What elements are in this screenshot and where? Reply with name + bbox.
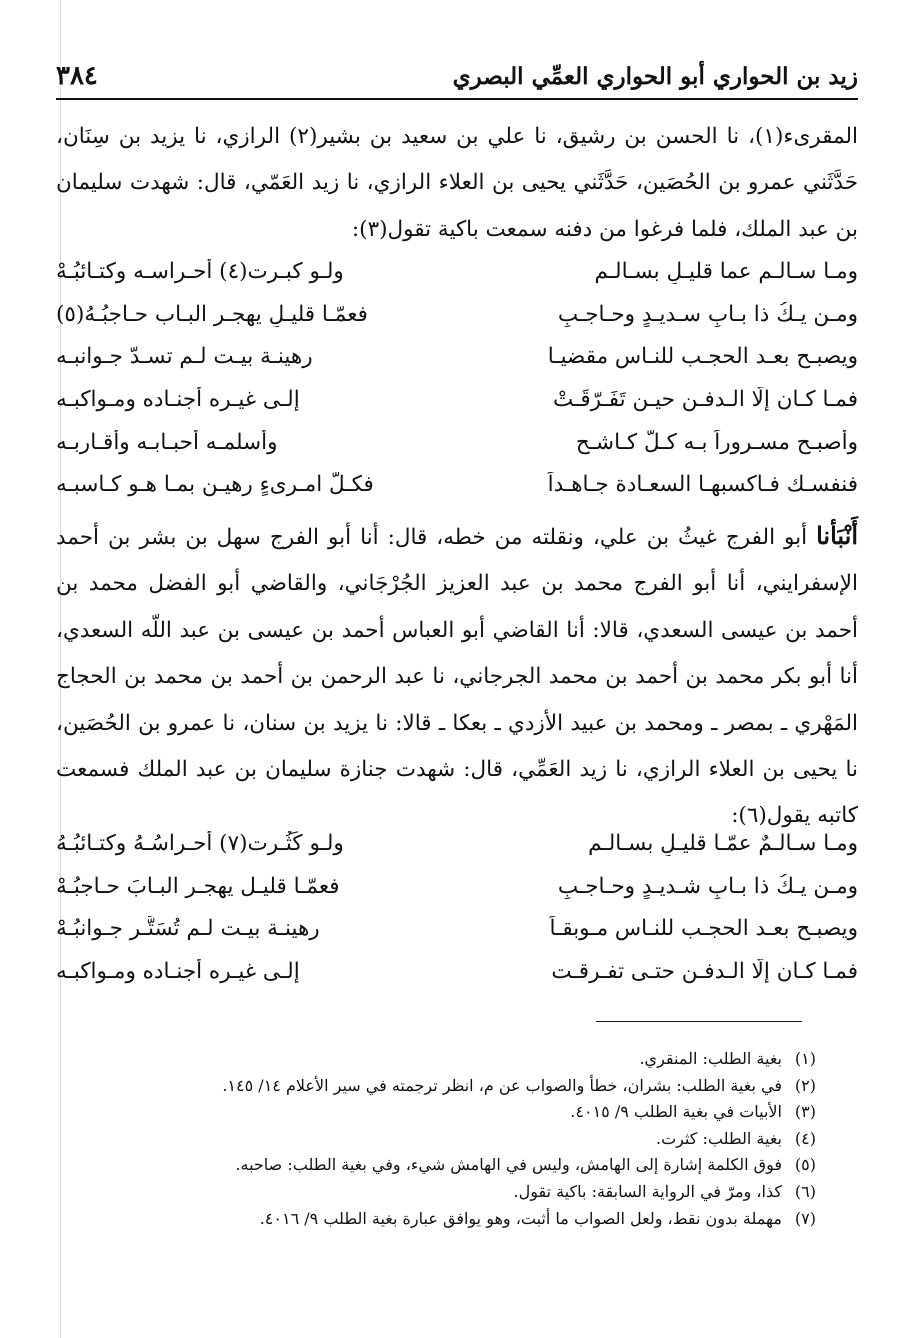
verse-first-hemistich: وأصبـح مسـروراً بـه كـلّ كـاشـحٍ	[575, 429, 858, 455]
footnote	[96, 1046, 816, 1073]
verse-line	[56, 822, 858, 865]
footnote-text: الأبيات في بغية الطلب ٩/ ٤٠١٥.	[570, 1102, 782, 1122]
footnote	[96, 1206, 816, 1233]
verse-second-hemistich: فعمّـا قليـلٍ يهجـر البـاب حـاجبُـهُ(٥)	[56, 301, 368, 327]
footnote-number: (٧)	[794, 1208, 816, 1228]
verse-first-hemistich: ومـا سـالـم عما قليـلٍ بسـالـمِ	[594, 258, 858, 284]
footnote	[96, 1073, 816, 1100]
verse-first-hemistich: ويصبـح بعـد الحجـب للنـاس مـوبقـاً	[549, 916, 858, 942]
footnote	[96, 1126, 816, 1153]
footnote-text: كذا، ومرّ في الرواية السابقة: باكية تقول.	[513, 1181, 782, 1201]
verse-first-hemistich: ومـن يـكُ ذا بـابٍ شـديـدٍ وحـاجـبٍ	[557, 873, 858, 899]
verse-line	[56, 865, 858, 908]
footnote	[96, 1099, 816, 1126]
verse-first-hemistich: فمـا كـان إلّا الـدفـن حتـى تفـرقـت	[551, 958, 858, 984]
verse-second-hemistich: إلـى غيـره أجنـاده ومـواكبـه	[56, 386, 300, 412]
footnote	[96, 1152, 816, 1179]
verse-second-hemistich: ولـو كبـرت(٤) أحـراسـه وكتـائبُـهْ	[56, 258, 344, 284]
footnote-separator	[596, 1021, 802, 1022]
verse-second-hemistich: فكـلّ امـرىءٍ رهيـن بمـا هـو كـاسبـه	[56, 472, 374, 498]
verse-first-hemistich: ومـن يـكُ ذا بـابٍ سـديـدٍ وحـاجـبٍ	[557, 301, 858, 327]
footnote-number: (١)	[794, 1049, 816, 1068]
verse-line	[56, 335, 858, 378]
poem-2	[56, 822, 858, 993]
footnote-number: (٢)	[794, 1075, 816, 1095]
footnote-text: بغية الطلب: المنقري.	[639, 1049, 782, 1068]
footnote-number: (٣)	[794, 1102, 816, 1122]
verse-line	[56, 293, 858, 336]
footnote-number: (٦)	[794, 1181, 816, 1201]
verse-line	[56, 378, 858, 421]
verse-line	[56, 250, 858, 293]
verse-first-hemistich: ومـا سـالـمٌ عمّـا قليـلٍ بسـالـمِ	[588, 830, 858, 856]
verse-line	[56, 907, 858, 950]
page-number: ٣٨٤	[56, 61, 98, 91]
verse-first-hemistich: فمـا كـان إلّا الـدفـن حيـن تَفَـرّقَـتْ	[552, 386, 858, 412]
footnote-text: بغية الطلب: كثرت.	[655, 1128, 782, 1148]
footnote-text: في بغية الطلب: بشران، خطأ والصواب عن م، انظر ترجمته في سير الأعلام ١٤/ ١٤٥.	[222, 1075, 782, 1095]
verse-line	[56, 463, 858, 506]
paragraph-text: أبو الفرج غيثُ بن علي، ونقلته من خطه، قال: أنا أبو الفرج سهل بن بشر بن أحمد الإسفرايني، أنا أبو الفرج محمد بن عبد العزيز الجُرْجَاني، والقاضي أبو الفضل محمد بن أحمد بن عيسى السعدي، قالا: أنا القاضي أبو العباس أحمد بن عيسى بن عبد اللّه السعدي، أنا أبو بكر محمد بن أحمد بن محمد الجرجاني، نا عبد الرحمن بن أحمد بن محمد بن الحجاج المَهْري ـ بمصر ـ ومحمد بن عبيد الأزدي ـ بعكا ـ قالا: نا يزيد بن سنان، نا عمرو بن الحُصَين، نا يحيى بن العلاء الرازي، نا زيد العَمِّي، قال: شهدت جنازة سليمان بن عبد الملك فسمعت كاتبه يقول(٦):	[56, 525, 858, 829]
footnote-text: فوق الكلمة إشارة إلى الهامش، وليس في الهامش شيء، وفي بغية الطلب: صاحبه.	[235, 1155, 782, 1175]
paragraph-lead-word: أَنْبَأنا	[816, 521, 858, 550]
verse-first-hemistich: ويصبـح بعـد الحجـب للنـاس مقضيـا	[547, 344, 858, 370]
footnote-text: مهملة بدون نقط، ولعل الصواب ما أثبت، وهو يوافق عبارة بغية الطلب ٩/ ٤٠١٦.	[259, 1208, 782, 1228]
footnote	[96, 1179, 816, 1206]
verse-second-hemistich: فعمّـا قليـل يهجـر البـابَ حـاجبُـهْ	[56, 873, 340, 899]
verse-second-hemistich: إلـى غيـره أجنـاده ومـواكبـه	[56, 958, 300, 984]
footnote-number: (٥)	[794, 1155, 816, 1175]
verse-second-hemistich: ولـو كَثُـرت(٧) أحـراسُـهُ وكتـائبُـهُ	[56, 830, 344, 856]
paragraph-isnad-1: المقرىء(١)، نا الحسن بن رشيق، نا علي بن سعيد بن بشير(٢) الرازي، نا يزيد بن سِنَان، حَدَّثَني عمرو بن الحُصَين، حَدَّثَني يحيى بن العلاء الرازي، نا زيد العَمّي، قال: شهدت سليمان بن عبد الملك، فلما فرغوا من دفنه سمعت باكية تقول(٣):	[56, 124, 858, 242]
verse-line	[56, 950, 858, 993]
running-title: زيد بن الحواري أبو الحواري العمِّي البصري	[452, 62, 858, 90]
paragraph-isnad-2	[56, 513, 858, 840]
footnote-number: (٤)	[794, 1128, 816, 1148]
verse-second-hemistich: رهينـة بيـت لـم تسـدّ جـوانبـه	[56, 344, 313, 370]
verse-first-hemistich: فنفسـك فـاكسبهـا السعـادة جـاهـداً	[547, 472, 858, 498]
verse-line	[56, 421, 858, 464]
page-header	[56, 54, 858, 100]
verse-second-hemistich: رهينـة بيـت لـم تُسَتَّـر جـوانبُـهْ	[56, 916, 320, 942]
verse-second-hemistich: وأسلمـه أحبـابـه وأقـاربـه	[56, 429, 278, 455]
poem-1	[56, 250, 858, 506]
footnotes	[96, 1046, 816, 1232]
